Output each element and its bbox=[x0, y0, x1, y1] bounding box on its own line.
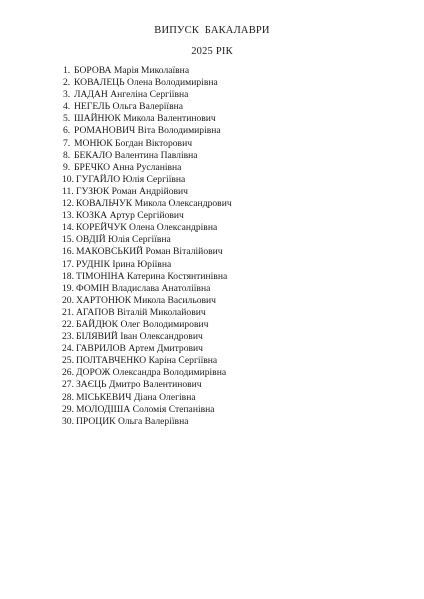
list-item-name: БРЕЧКО Анна Русланівна bbox=[74, 161, 182, 173]
list-item bbox=[0, 77, 424, 89]
list-item-name: БАЙДЮК Олег Володимирович bbox=[76, 318, 209, 330]
list-item bbox=[0, 355, 424, 367]
list-item bbox=[0, 367, 424, 379]
list-item-number: 18. bbox=[62, 270, 74, 282]
list-item-name: КОВАЛЕЦЬ Олена Володимирівна bbox=[74, 77, 218, 89]
list-item-name: ЛАДАН Ангеліна Сергіївна bbox=[74, 89, 189, 101]
list-item-number: 30. bbox=[62, 415, 74, 427]
list-item bbox=[0, 210, 424, 222]
list-item-name: АГАПОВ Віталій Миколайович bbox=[76, 306, 206, 318]
list-item-number: 15. bbox=[62, 234, 74, 246]
list-item-number: 7. bbox=[63, 137, 71, 149]
list-item bbox=[0, 174, 424, 186]
list-item bbox=[0, 283, 424, 295]
list-item-name: КОРЕЙЧУК Олена Олександрівна bbox=[76, 222, 218, 234]
list-item-number: 5. bbox=[63, 113, 71, 125]
list-item-number: 14. bbox=[62, 222, 74, 234]
list-item-name: ГУЗЮК Роман Андрійович bbox=[76, 185, 189, 197]
list-item bbox=[0, 416, 424, 428]
list-item-name: РОМАНОВИЧ Віта Володимирівна bbox=[74, 125, 221, 137]
list-item-name: МІСЬКЕВИЧ Діана Олегівна bbox=[76, 391, 196, 403]
list-item-name: РУДНІК Ірина Юріївна bbox=[76, 258, 172, 270]
list-item-number: 24. bbox=[62, 343, 74, 355]
list-item-number: 21. bbox=[62, 306, 74, 318]
document-subtitle: 2025 РІК bbox=[191, 46, 233, 57]
list-item bbox=[0, 392, 424, 404]
list-item-name: БОРОВА Марія Миколаївна bbox=[74, 65, 190, 76]
list-item-name: ДОРОЖ Олександра Володимирівна bbox=[76, 367, 227, 379]
list-item-name: КОЗКА Артур Сергійович bbox=[76, 210, 184, 222]
list-item-number: 29. bbox=[62, 403, 74, 415]
list-item bbox=[0, 271, 424, 283]
list-item-name: ГАВРИЛОВ Артем Дмитрович bbox=[76, 343, 203, 355]
list-item bbox=[0, 307, 424, 319]
list-item-name: ОВДІЙ Юлія Сергіївна bbox=[76, 234, 171, 246]
list-item bbox=[0, 259, 424, 271]
list-item-number: 27. bbox=[62, 379, 74, 391]
list-item-name: ЗАЄЦЬ Дмитро Валентинович bbox=[76, 379, 202, 391]
list-item-number: 23. bbox=[62, 331, 74, 343]
list-item bbox=[0, 331, 424, 343]
list-item-name: ГУГАЙЛО Юлія Сергіївна bbox=[76, 173, 186, 185]
graduate-list bbox=[0, 65, 424, 428]
list-item-number: 16. bbox=[62, 246, 74, 258]
list-item-number: 9. bbox=[63, 161, 71, 173]
list-item-number: 10. bbox=[62, 173, 74, 185]
list-item bbox=[0, 138, 424, 150]
list-item-name: НЕГЕЛЬ Ольга Валеріївна bbox=[74, 101, 184, 113]
list-item bbox=[0, 319, 424, 331]
list-item-name: ХАРТОНЮК Микола Васильович bbox=[76, 294, 217, 306]
list-item-number: 4. bbox=[63, 101, 71, 113]
list-item-number: 2. bbox=[63, 77, 71, 89]
list-item-number: 22. bbox=[62, 318, 74, 330]
list-item bbox=[0, 125, 424, 137]
list-item bbox=[0, 162, 424, 174]
list-item-number: 12. bbox=[62, 198, 74, 210]
list-item-name: МАКОВСЬКИЙ Роман Віталійович bbox=[76, 246, 223, 258]
list-item bbox=[0, 234, 424, 246]
list-item-number: 6. bbox=[63, 125, 71, 137]
list-item bbox=[0, 101, 424, 113]
list-item bbox=[0, 404, 424, 416]
document-title: ВИПУСК БАКАЛАВРИ bbox=[154, 25, 270, 36]
list-item-name: ФОМІН Владислава Анатоліївна bbox=[76, 282, 211, 294]
list-item-number: 13. bbox=[62, 210, 74, 222]
list-item bbox=[0, 246, 424, 258]
list-item bbox=[0, 186, 424, 198]
list-item-number: 25. bbox=[62, 355, 74, 367]
list-item-number: 28. bbox=[62, 391, 74, 403]
list-item-number: 17. bbox=[62, 258, 74, 270]
list-item-name: БІЛЯВИЙ Іван Олександрович bbox=[76, 331, 203, 343]
list-item bbox=[0, 198, 424, 210]
list-item-number: 20. bbox=[62, 294, 74, 306]
list-item bbox=[0, 113, 424, 125]
list-item bbox=[0, 295, 424, 307]
list-item bbox=[0, 150, 424, 162]
list-item-name: ПРОЦИК Ольга Валеріївна bbox=[76, 415, 189, 427]
list-item-name: ПОЛТАВЧЕНКО Каріна Сергіївна bbox=[76, 355, 218, 367]
list-item-name: ТІМОНІНА Катерина Костянтинівна bbox=[76, 270, 228, 282]
list-item bbox=[0, 65, 424, 77]
list-item-number: 11. bbox=[62, 185, 74, 197]
list-item-number: 19. bbox=[62, 282, 74, 294]
list-item-number: 8. bbox=[63, 149, 71, 161]
list-item-number: 26. bbox=[62, 367, 74, 379]
list-item bbox=[0, 89, 424, 101]
list-item bbox=[0, 343, 424, 355]
list-item-name: БЕКАЛО Валентина Павлівна bbox=[74, 149, 198, 161]
list-item bbox=[0, 379, 424, 391]
list-item-number: 3. bbox=[63, 89, 71, 101]
list-item-number: 1. bbox=[63, 65, 71, 76]
list-item-name: МОНЮК Богдан Вікторович bbox=[74, 137, 193, 149]
list-item-name: МОЛОДІША Соломія Степанівна bbox=[76, 403, 215, 415]
list-item-name: ШАЙНЮК Микола Валентинович bbox=[74, 113, 216, 125]
list-item-name: КОВАЛЬЧУК Микола Олександрович bbox=[76, 198, 232, 210]
list-item bbox=[0, 222, 424, 234]
